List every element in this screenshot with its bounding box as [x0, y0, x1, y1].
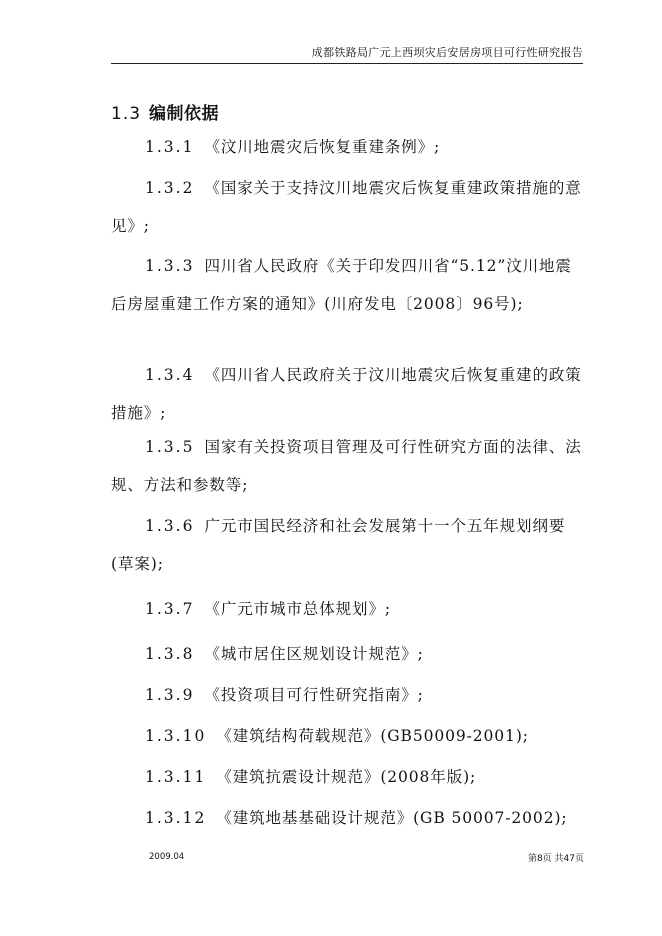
basis-item-3: [111, 247, 586, 323]
basis-item-1: [111, 128, 586, 166]
basis-item-number: 1.3.2: [145, 179, 195, 197]
basis-item-text: 四川省人民政府《关于印发四川省“5.12”汶川地震后房屋重建工作方案的通知》(川府发电〔2008〕96号);: [111, 257, 572, 313]
section-heading: [111, 99, 219, 124]
basis-item-text: 《国家关于支持汶川地震灾后恢复重建政策措施的意见》;: [111, 179, 582, 235]
basis-item-number: 1.3.10: [145, 727, 207, 745]
basis-item-number: 1.3.9: [145, 686, 195, 704]
basis-item-11: [111, 758, 586, 796]
basis-item-4: [111, 356, 586, 432]
basis-item-text: 国家有关投资项目管理及可行性研究方面的法律、法规、方法和参数等;: [111, 438, 582, 494]
basis-item-text: 《城市居住区规划设计规范》;: [204, 645, 424, 663]
basis-item-text: 《广元市城市总体规划》;: [204, 600, 391, 618]
basis-item-2: [111, 169, 586, 245]
basis-item-text: 广元市国民经济和社会发展第十一个五年规划纲要(草案);: [111, 517, 566, 573]
basis-item-9: [111, 676, 586, 714]
basis-item-6: [111, 507, 586, 583]
basis-item-text: 《建筑地基基础设计规范》(GB 50007-2002);: [216, 809, 568, 827]
basis-item-number: 1.3.11: [145, 768, 207, 786]
basis-item-number: 1.3.3: [145, 257, 195, 275]
basis-item-5: [111, 428, 586, 504]
section-title: 编制依据: [149, 104, 220, 124]
header-divider: [111, 63, 583, 64]
basis-item-8: [111, 635, 586, 673]
basis-item-12: [111, 799, 586, 837]
basis-item-text: 《四川省人民政府关于汶川地震灾后恢复重建的政策措施》;: [111, 366, 582, 422]
basis-item-10: [111, 717, 586, 755]
footer-date: 2009.04: [149, 852, 185, 862]
basis-item-number: 1.3.12: [145, 809, 207, 827]
footer-page-number: 第8页 共47页: [527, 854, 584, 864]
basis-item-text: 《建筑结构荷载规范》(GB50009-2001);: [216, 727, 529, 745]
basis-item-text: 《建筑抗震设计规范》(2008年版);: [216, 768, 477, 786]
basis-item-number: 1.3.5: [145, 438, 195, 456]
section-number: 1.3: [111, 104, 142, 124]
basis-item-number: 1.3.4: [145, 366, 195, 384]
basis-item-number: 1.3.8: [145, 645, 195, 663]
basis-item-number: 1.3.6: [145, 517, 195, 535]
basis-item-7: [111, 590, 586, 628]
basis-item-text: 《汶川地震灾后恢复重建条例》;: [204, 138, 441, 156]
report-header-title: 成都铁路局广元上西坝灾后安居房项目可行性研究报告: [311, 46, 583, 59]
basis-item-number: 1.3.1: [145, 138, 195, 156]
basis-item-number: 1.3.7: [145, 600, 195, 618]
basis-item-text: 《投资项目可行性研究指南》;: [204, 686, 424, 704]
